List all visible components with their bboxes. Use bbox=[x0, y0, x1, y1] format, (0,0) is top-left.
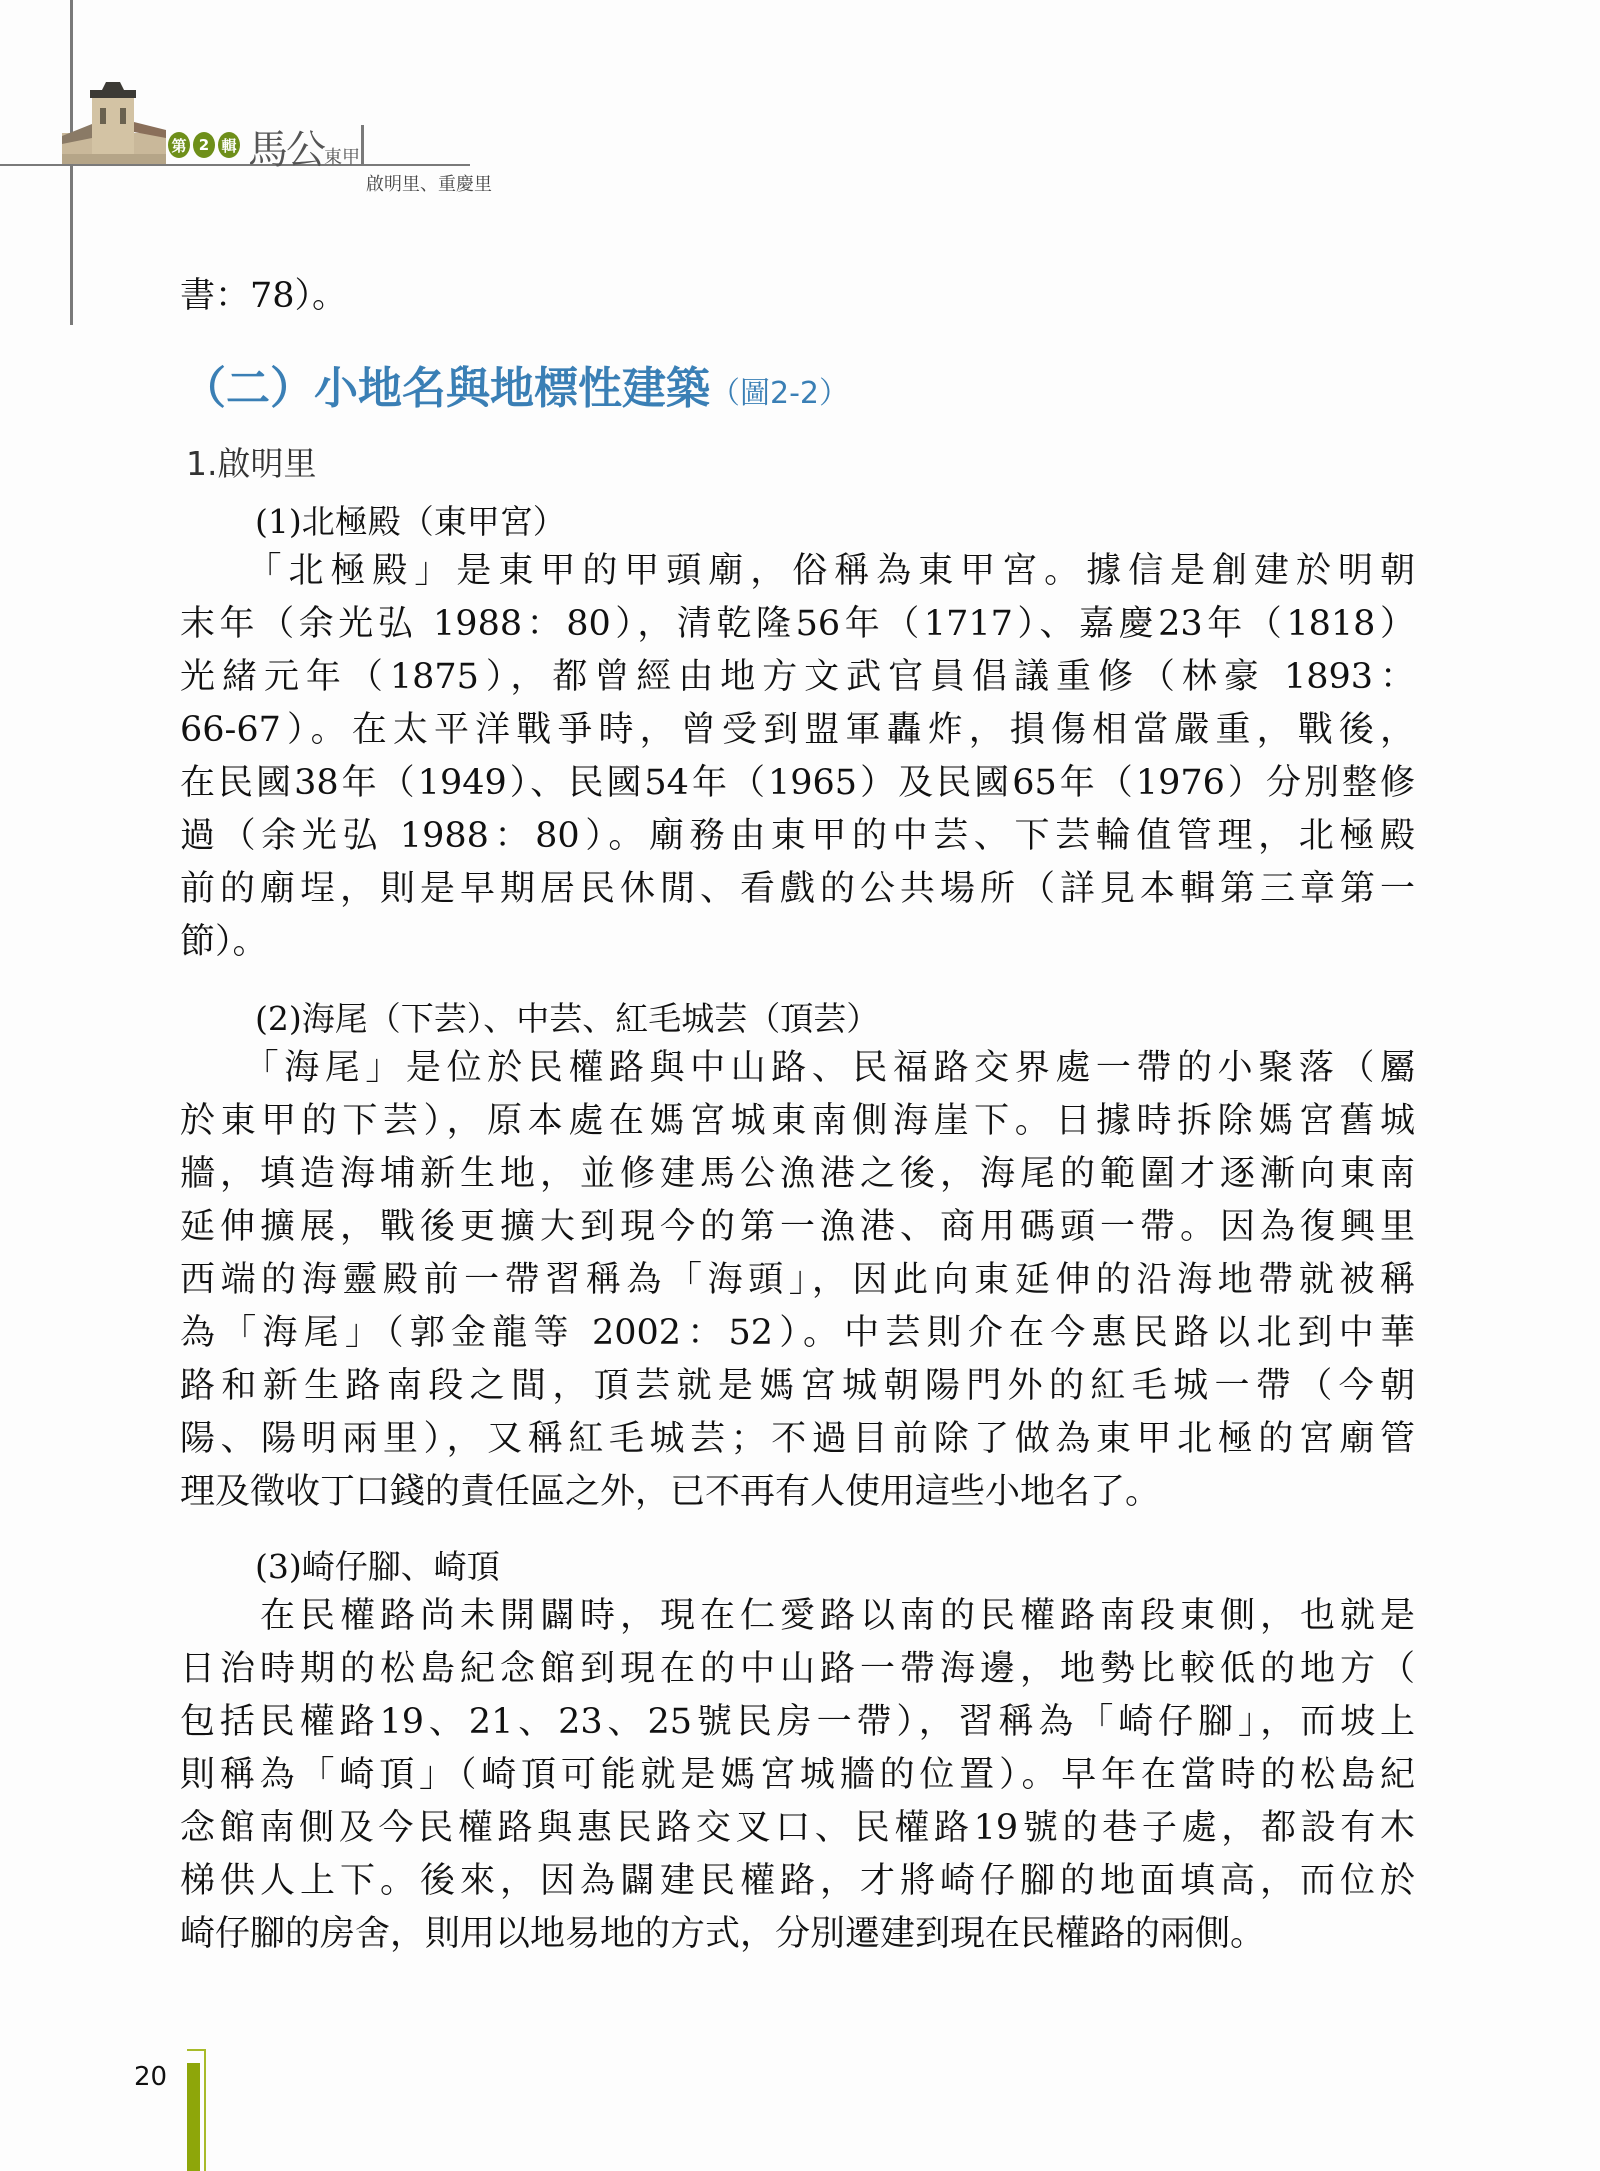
chapter-subtitle: 啟明里、重慶里 bbox=[366, 174, 492, 195]
section-heading-text: （二）小地名與地標性建築 bbox=[182, 363, 710, 414]
paragraph-line: 牆，填造海埔新生地，並修建馬公漁港之後，海尾的範圍才逐漸向東南 bbox=[180, 1154, 1415, 1194]
paragraph-line: 「海尾」是位於民權路與中山路、民福路交界處一帶的小聚落（屬 bbox=[180, 1048, 1415, 1088]
header-tick-rule bbox=[361, 125, 364, 165]
paragraph-line: 前的廟埕，則是早期居民休閒、看戲的公共場所（詳見本輯第三章第一 bbox=[180, 869, 1415, 909]
figure-reference: （圖2-2） bbox=[710, 376, 849, 411]
paragraph-line: 光緒元年（1875），都曾經由地方文武官員倡議重修（林豪 1893： bbox=[180, 657, 1415, 697]
badge-number: 2 bbox=[193, 132, 215, 158]
paragraph-line: 節）。 bbox=[180, 922, 268, 962]
carry-over-text: 書：78）。 bbox=[180, 276, 348, 316]
paragraph-line: 於東甲的下芸），原本處在媽宮城東南側海崖下。日據時拆除媽宮舊城 bbox=[180, 1101, 1415, 1141]
clock-tower-image bbox=[62, 78, 166, 164]
item-title: (2)海尾（下芸）、中芸、紅毛城芸（頂芸） bbox=[255, 999, 880, 1038]
paragraph-line: 過（余光弘 1988：80）。廟務由東甲的中芸、下芸輪值管理，北極殿 bbox=[180, 816, 1415, 856]
badge-char: 輯 bbox=[218, 132, 240, 158]
paragraph-line: 66-67）。在太平洋戰爭時，曾受到盟軍轟炸，損傷相當嚴重，戰後， bbox=[180, 710, 1415, 750]
item-title: (3)崎仔腳、崎頂 bbox=[255, 1547, 500, 1586]
paragraph-line: 理及徵收丁口錢的責任區之外，已不再有人使用這些小地名了。 bbox=[180, 1472, 1161, 1512]
badge-char: 第 bbox=[168, 132, 190, 158]
paragraph-line: 崎仔腳的房舍，則用以地易地的方式，分別遷建到現在民權路的兩側。 bbox=[180, 1914, 1266, 1954]
paragraph-line: 包括民權路19、21、23、25號民房一帶），習稱為「崎仔腳」，而坡上 bbox=[180, 1702, 1415, 1742]
paragraph-line: 陽、陽明兩里），又稱紅毛城芸；不過目前除了做為東甲北極的宮廟管 bbox=[180, 1419, 1415, 1459]
paragraph-line: 日治時期的松島紀念館到現在的中山路一帶海邊，地勢比較低的地方（ bbox=[180, 1649, 1415, 1689]
paragraph-line: 梯供人上下。後來，因為闢建民權路，才將崎仔腳的地面填高，而位於 bbox=[180, 1861, 1415, 1901]
paragraph-line: 在民國38年（1949）、民國54年（1965）及民國65年（1976）分別整修 bbox=[180, 763, 1415, 803]
paragraph-line: 路和新生路南段之間，頂芸就是媽宮城朝陽門外的紅毛城一帶（今朝 bbox=[180, 1366, 1415, 1406]
item-title: (1)北極殿（東甲宮） bbox=[255, 502, 566, 541]
paragraph-line: 念館南側及今民權路與惠民路交叉口、民權路19號的巷子處，都設有木 bbox=[180, 1808, 1415, 1848]
paragraph-line: 「北極殿」是東甲的甲頭廟，俗稱為東甲宮。據信是創建於明朝 bbox=[180, 551, 1415, 591]
header-horizontal-rule bbox=[0, 164, 470, 166]
paragraph-line: 則稱為「崎頂」（崎頂可能就是媽宮城牆的位置）。早年在當時的松島紀 bbox=[180, 1755, 1415, 1795]
volume-badge bbox=[168, 132, 240, 158]
subsection-heading: 1.啟明里 bbox=[186, 444, 317, 483]
series-title bbox=[248, 118, 360, 175]
paragraph-line: 西端的海靈殿前一帶習稱為「海頭」，因此向東延伸的沿海地帶就被稱 bbox=[180, 1260, 1415, 1300]
paragraph-line: 延伸擴展，戰後更擴大到現今的第一漁港、商用碼頭一帶。因為復興里 bbox=[180, 1207, 1415, 1247]
page-edge-bar bbox=[187, 2063, 200, 2171]
series-title-main: 馬公 bbox=[248, 127, 324, 173]
section-heading bbox=[182, 352, 849, 416]
series-title-small: 東甲 bbox=[324, 147, 360, 168]
paragraph-line: 為「海尾」（郭金龍等 2002：52）。中芸則介在今惠民路以北到中華 bbox=[180, 1313, 1415, 1353]
paragraph-line: 末年（余光弘 1988：80），清乾隆56年（1717）、嘉慶23年（1818） bbox=[180, 604, 1415, 644]
page-number: 20 bbox=[134, 2062, 168, 2092]
paragraph-line: 在民權路尚未開闢時，現在仁愛路以南的民權路南段東側，也就是 bbox=[180, 1596, 1415, 1636]
